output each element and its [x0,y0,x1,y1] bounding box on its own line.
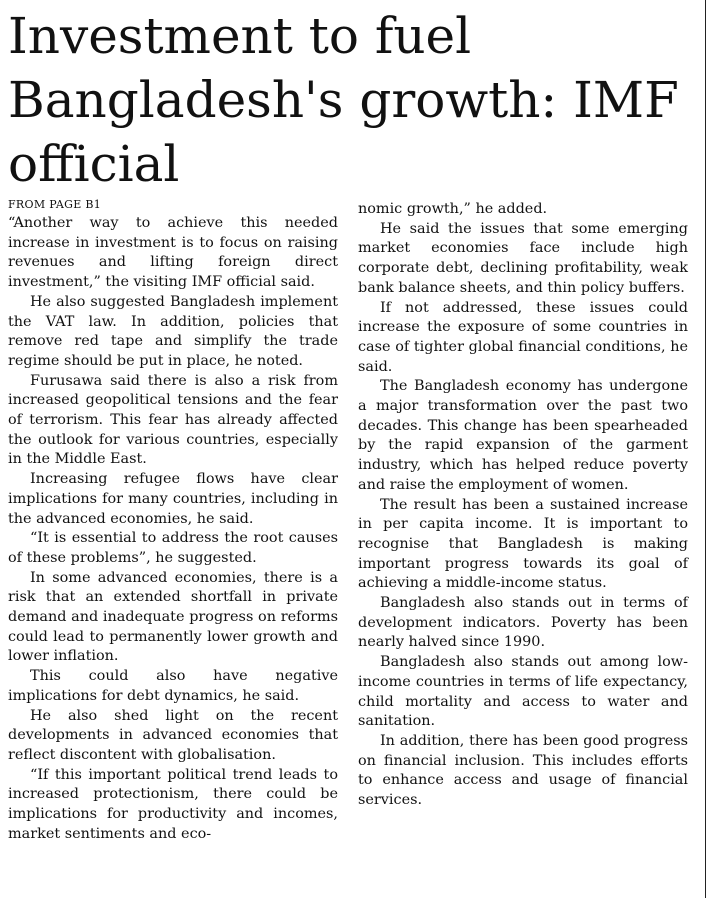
paragraph: “It is essential to address the root causes of these problems”, he suggested. [8,530,338,566]
paragraph: Increasing refugee flows have clear implications for many countries, including in the advanced economies, he said. [8,471,338,527]
paragraph: “Another way to achieve this needed increase in investment is to focus on raising revenues and lifting foreign direct investment,” the visiting IMF official said. [8,215,338,291]
continuation-label: FROM PAGE B1 [8,198,102,211]
headline: Investment to fuel Bangladesh's growth: IMF official [8,7,679,193]
paragraph: nomic growth,” he added. [358,201,548,217]
paragraph: This could also have negative implications for debt dynamics, he said. [8,668,338,704]
paragraph: Bangladesh also stands out in terms of development indicators. Poverty has been nearly halved since 1990. [358,595,688,651]
paragraph: If not addressed, these issues could increase the exposure of some countries in case of tighter global financial conditions, he said. [358,299,688,375]
paragraph: The Bangladesh economy has undergone a major transformation over the past two decades. This change has been spearheaded by the rapid expansion of the garment industry, which has helped reduce poverty and raise the employment of women. [358,378,688,493]
paragraph: In addition, there has been good progress on financial inclusion. This includes efforts to enhance access and usage of financial services. [358,732,688,809]
paragraph: Bangladesh also stands out among low-income countries in terms of life expectancy, child mortality and access to water and sanitation. [358,654,688,730]
paragraph: He also suggested Bangladesh implement the VAT law. In addition, policies that remove red tape and simplify the trade regime should be put in place, he noted. [8,293,338,369]
paragraph: In some advanced economies, there is a risk that an extended shortfall in private demand and inadequate progress on reforms could lead to permanently lower growth and lower inflation. [8,569,338,665]
paragraph: He also shed light on the recent developments in advanced economies that reflect discontent with globalisation. [8,707,338,763]
paragraph: Furusawa said there is also a risk from increased geopolitical tensions and the fear of terrorism. This fear has already affected the outlook for various countries, especially in the Middle East. [8,372,338,468]
article-column-1 [8,214,338,845]
paragraph: The result has been a sustained increase in per capita income. It is important to recognise that Bangladesh is making important progress towards its goal of achieving a middle-income status. [358,496,688,592]
column-rule [705,0,706,898]
paragraph: He said the issues that some emerging market economies face include high corporate debt, declining profitability, weak bank balance sheets, and thin policy buffers. [358,220,688,296]
paragraph: “If this important political trend leads to increased protectionism, there could be implications for productivity and incomes, market sentiments and eco- [8,766,338,842]
article-column-2 [358,200,688,811]
